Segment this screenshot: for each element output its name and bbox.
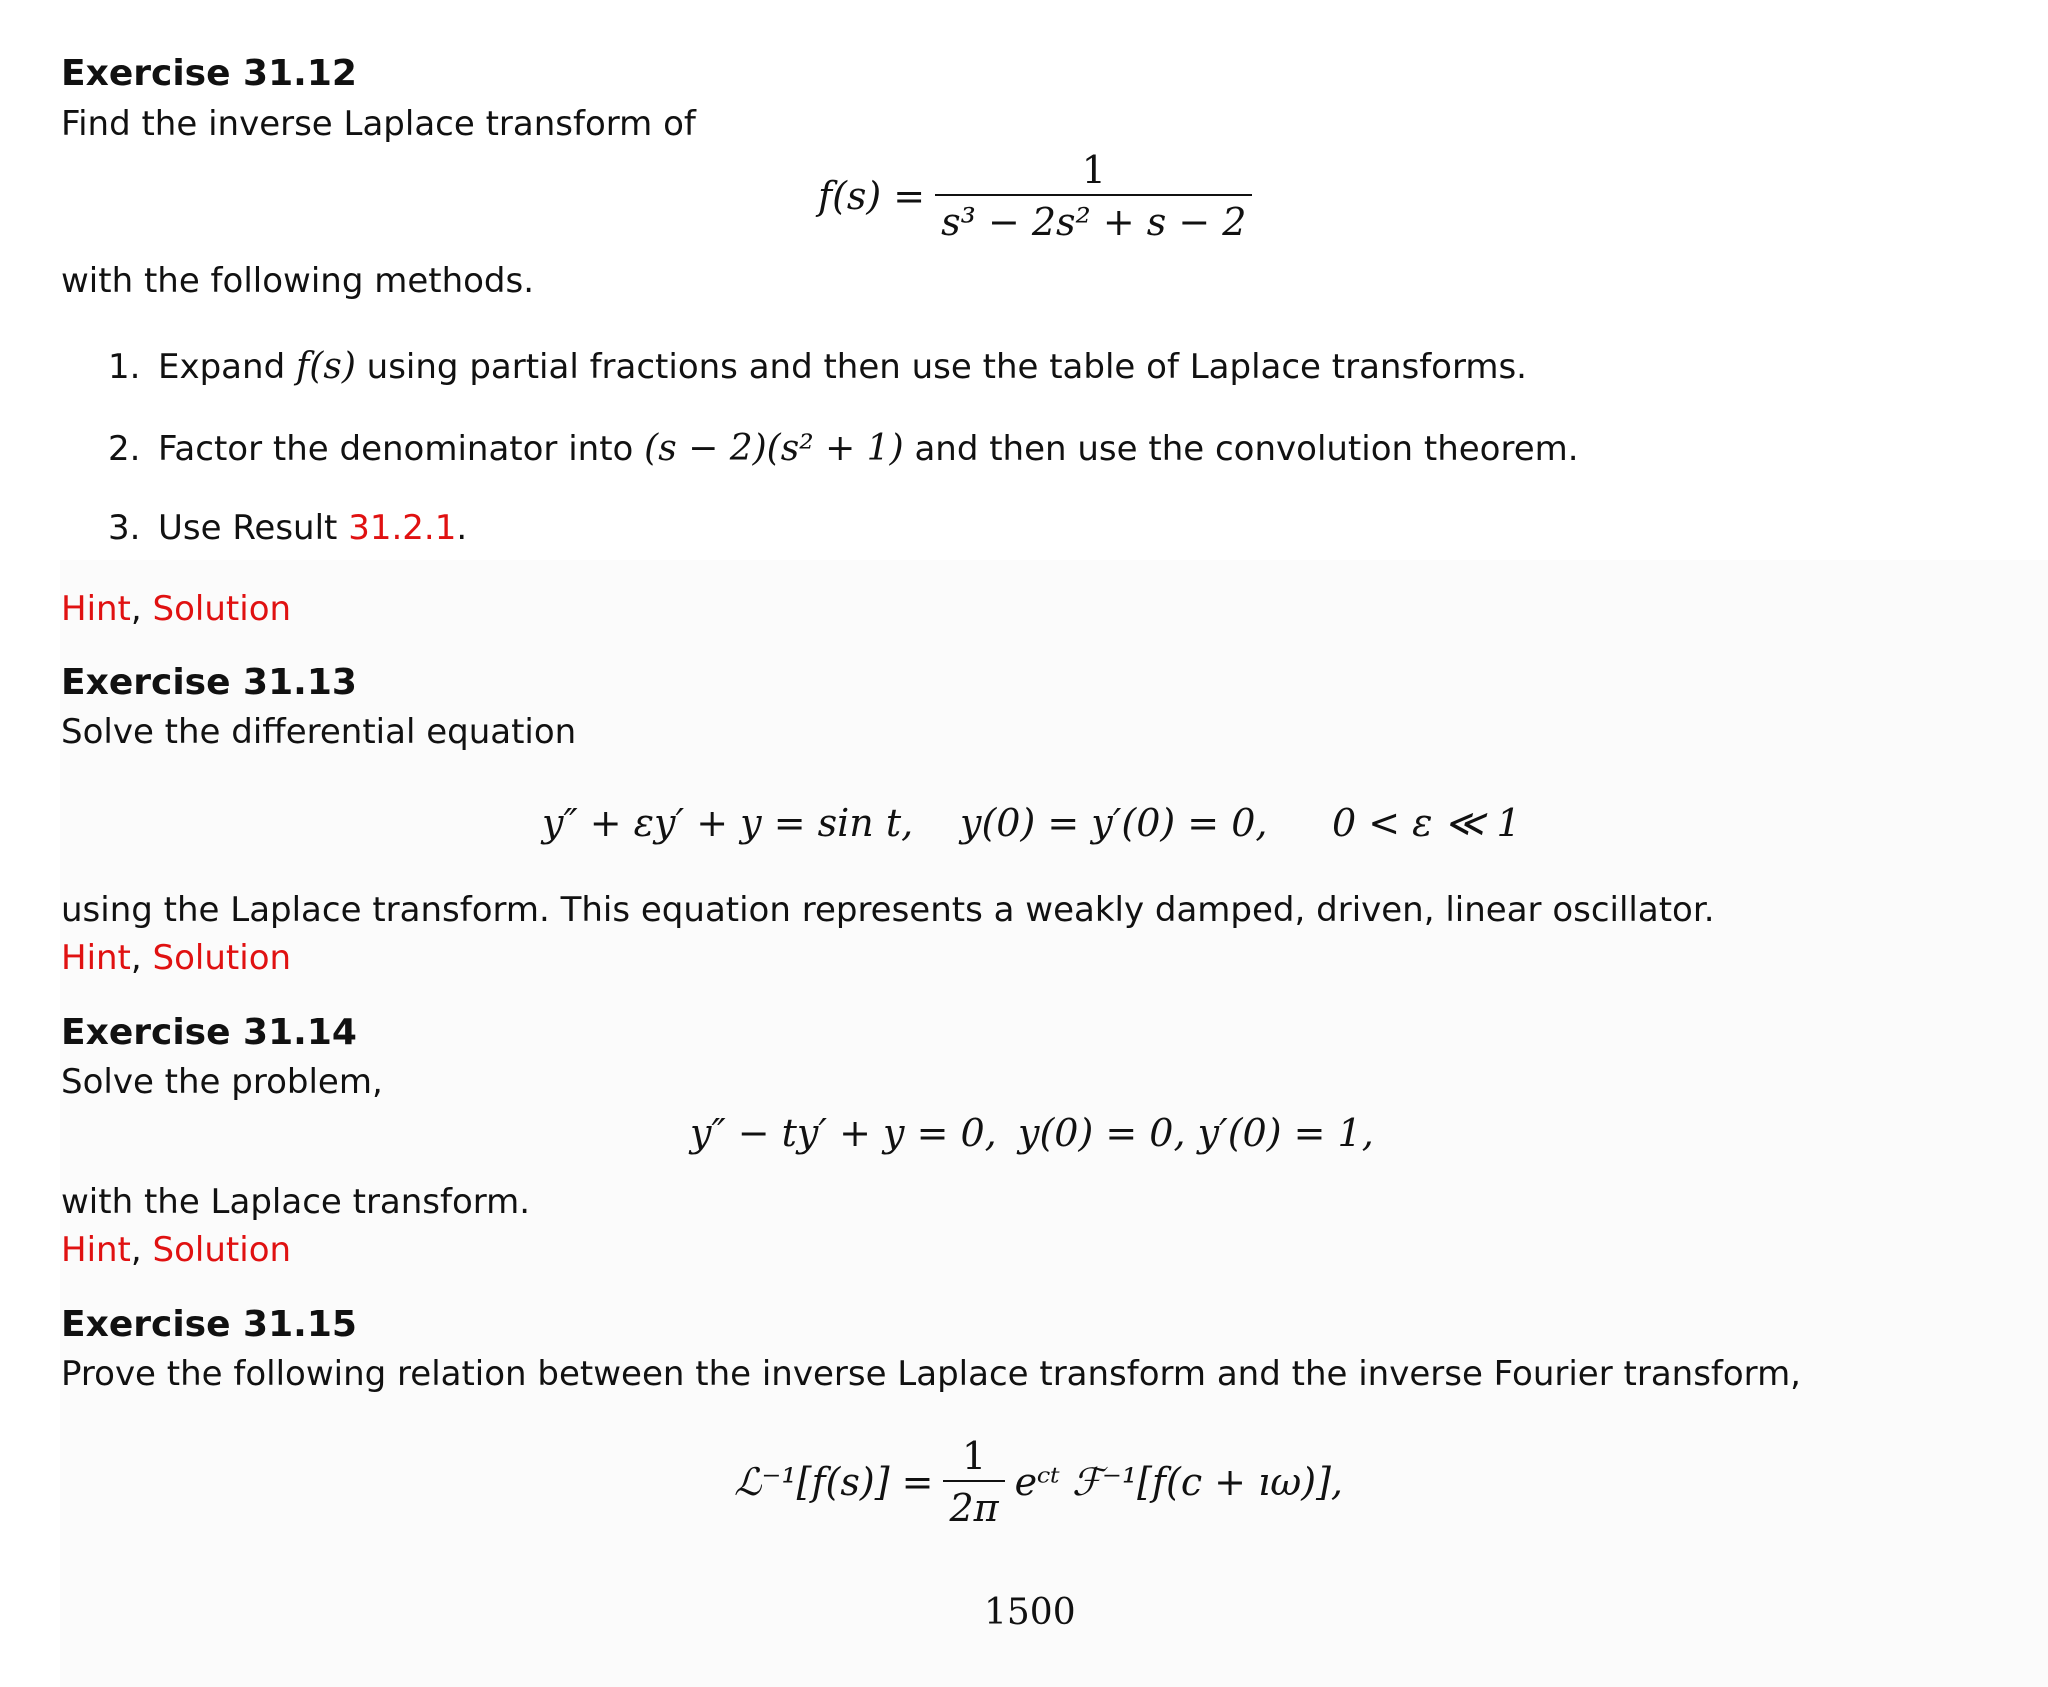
exercise-heading: Exercise 31.14 — [61, 1012, 357, 1053]
fraction — [943, 1434, 1004, 1530]
solution-link[interactable]: Solution — [152, 589, 292, 629]
hint-solution-line — [61, 938, 291, 978]
page-number: 1500 — [984, 1592, 1076, 1633]
method-math: (s − 2)(s² + 1) — [644, 428, 904, 469]
equation-lhs: ℒ⁻¹[f(s)] = — [734, 1460, 934, 1504]
separator: , — [130, 938, 142, 978]
method-math: f(s) — [295, 346, 356, 387]
method-text: Factor the denominator into — [158, 429, 634, 469]
separator: , — [130, 589, 142, 629]
fraction-numerator: 1 — [935, 148, 1252, 196]
fraction — [935, 148, 1252, 244]
equation-laplace-fourier — [734, 1434, 1343, 1530]
exercise-after: with the Laplace transform. — [61, 1182, 531, 1222]
method-text: . — [456, 508, 468, 548]
method-number: 3. — [108, 508, 141, 548]
exercise-intro: Solve the problem, — [61, 1062, 383, 1102]
equation-epsilon-range: 0 < ε ≪ 1 — [1332, 801, 1521, 845]
exercise-intro: Find the inverse Laplace transform of — [61, 104, 696, 144]
method-item — [108, 508, 467, 548]
method-number: 2. — [108, 429, 141, 469]
method-text: using partial fractions and then use the table of Laplace transforms. — [366, 347, 1527, 387]
fraction-numerator: 1 — [943, 1434, 1004, 1482]
exercise-heading: Exercise 31.15 — [61, 1304, 357, 1345]
method-text: and then use the convolution theorem. — [914, 429, 1579, 469]
method-item — [108, 426, 1579, 472]
equation-lhs: f(s) = — [818, 174, 926, 218]
hint-solution-line — [61, 589, 291, 629]
hint-link[interactable]: Hint — [61, 938, 131, 978]
equation-rhs: eᶜᵗ ℱ⁻¹[f(c + ıω)], — [1014, 1460, 1343, 1504]
method-text: Use Result — [158, 508, 338, 548]
result-link[interactable]: 31.2.1 — [348, 508, 457, 548]
hint-link[interactable]: Hint — [61, 1230, 131, 1270]
hint-link[interactable]: Hint — [61, 589, 131, 629]
hint-solution-line — [61, 1230, 291, 1270]
equation-transform — [818, 148, 1252, 244]
method-number: 1. — [108, 347, 141, 387]
exercise-after: using the Laplace transform. This equation represents a weakly damped, driven, linear oscillator. — [61, 890, 1715, 930]
fraction-denominator: s³ − 2s² + s − 2 — [941, 200, 1247, 244]
fraction-denominator: 2π — [949, 1486, 999, 1530]
method-item — [108, 344, 1527, 390]
separator: , — [130, 1230, 142, 1270]
solution-link[interactable]: Solution — [152, 938, 292, 978]
equation-initial-conditions: y(0) = 0, y′(0) = 1, — [1018, 1111, 1374, 1155]
equation-initial-conditions: y(0) = y′(0) = 0, — [960, 801, 1268, 845]
solution-link[interactable]: Solution — [152, 1230, 292, 1270]
equation-ode: y″ − ty′ + y = 0, — [690, 1111, 997, 1155]
method-text: Expand — [158, 347, 286, 387]
exercise-after: with the following methods. — [61, 261, 535, 301]
exercise-heading: Exercise 31.13 — [61, 662, 357, 703]
exercise-intro: Solve the differential equation — [61, 712, 577, 752]
equation-ode: y″ + εy′ + y = sin t, — [542, 801, 914, 845]
exercise-heading: Exercise 31.12 — [61, 53, 357, 94]
exercise-intro: Prove the following relation between the inverse Laplace transform and the inverse Fourier transform, — [61, 1354, 1801, 1394]
